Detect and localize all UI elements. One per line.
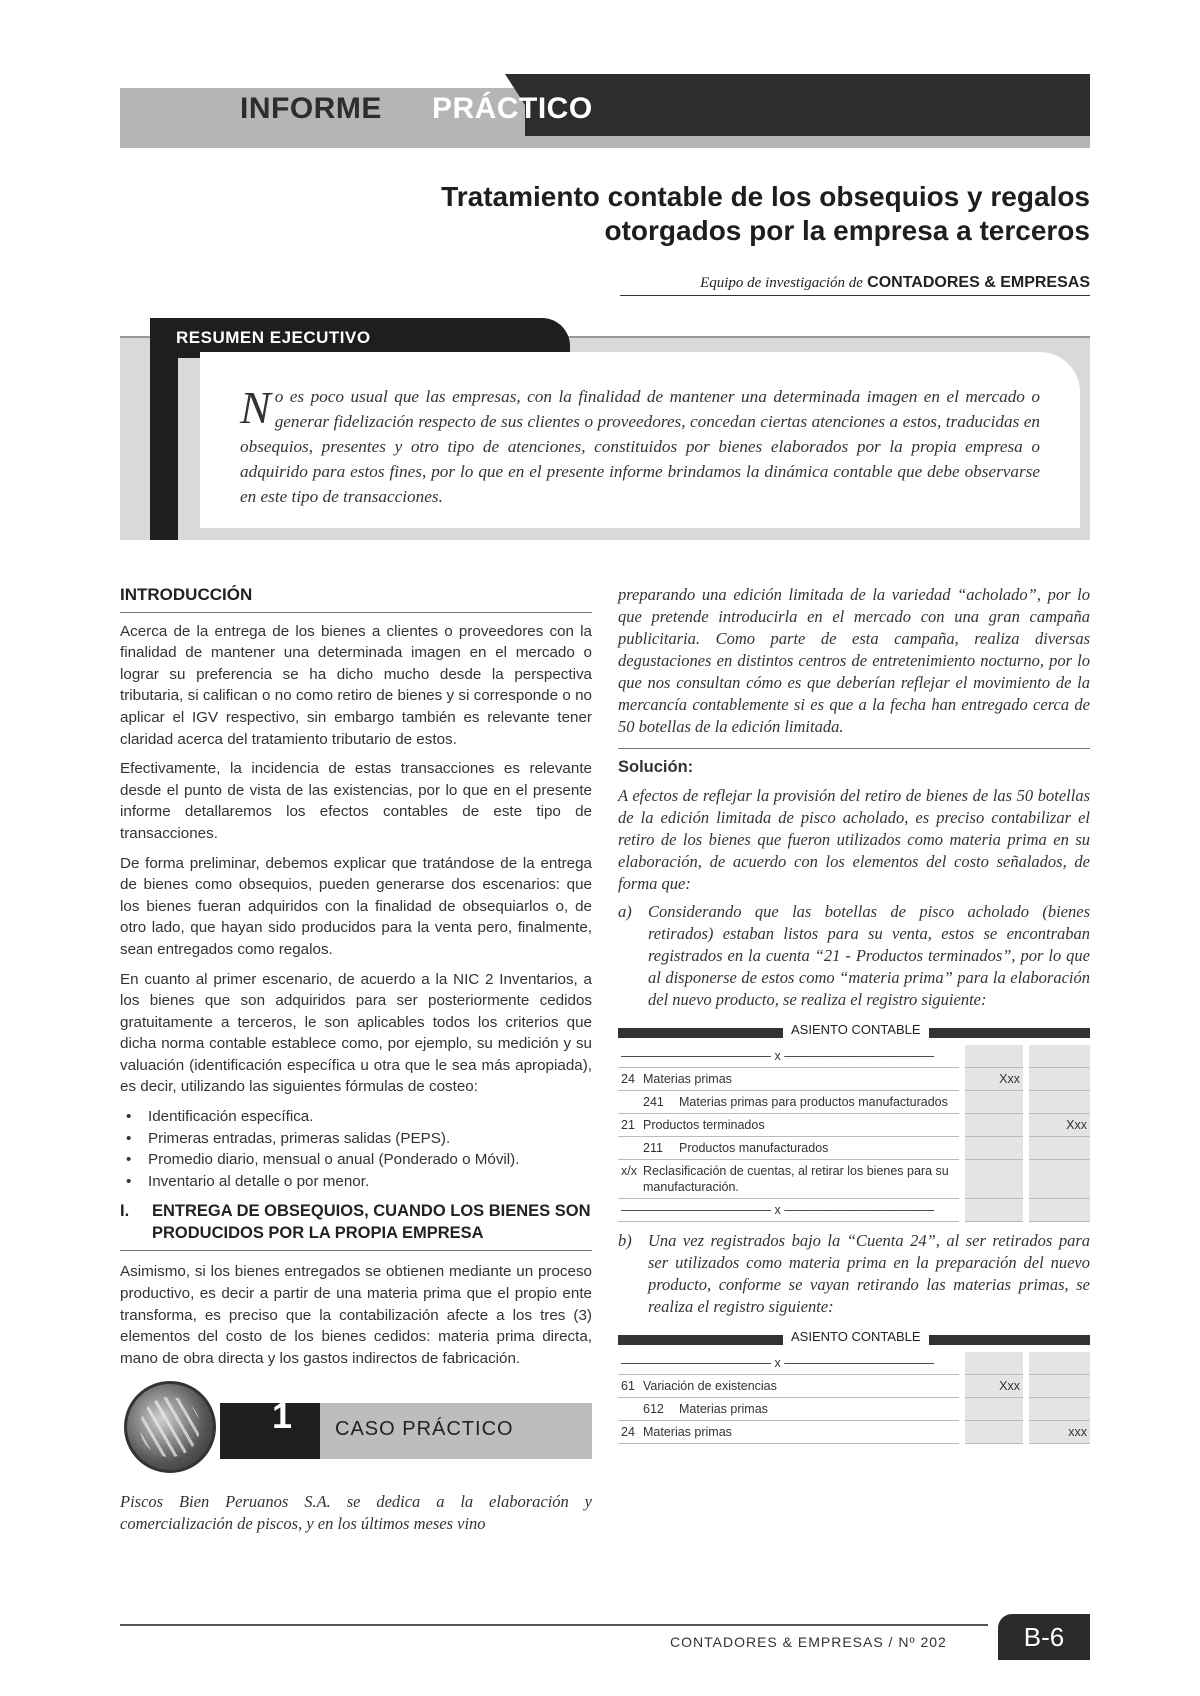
costing-formulas-list	[120, 1106, 592, 1192]
footer-rule	[120, 1624, 988, 1626]
table-row: ———————————— x ————————————	[618, 1198, 1090, 1221]
section-heading: I. ENTREGA DE OBSEQUIOS, CUANDO LOS BIENES SON PRODUCIDOS POR LA PROPIA EMPRESA	[120, 1200, 592, 1251]
list-item: • Identificación específica.	[120, 1106, 592, 1128]
table-title: ASIENTO CONTABLE	[783, 1328, 929, 1346]
list-item: • Primeras entradas, primeras salidas (PEPS).	[120, 1128, 592, 1150]
table-row: 241 Materias primas para productos manufacturados	[618, 1090, 1090, 1113]
drop-cap: N	[240, 382, 271, 433]
accounting-table	[618, 1352, 1090, 1444]
page-number: B-6	[998, 1614, 1090, 1660]
table-row: 24 Materias primas xxx	[618, 1420, 1090, 1443]
accounting-table	[618, 1045, 1090, 1222]
table-row: x/x Reclasificación de cuentas, al retirar los bienes para su manufacturación.	[618, 1159, 1090, 1198]
table-row: 612 Materias primas	[618, 1397, 1090, 1420]
journal-entry-table-1	[618, 1021, 1090, 1222]
executive-summary-tab: RESUMEN EJECUTIVO	[150, 318, 570, 358]
paragraph: Efectivamente, la incidencia de estas transacciones es relevante desde el punto de vista de las existencias, por lo que en el presente informe detallaremos los efectos contables de este tipo de transacciones.	[120, 760, 592, 842]
table-row: 211 Productos manufacturados	[618, 1136, 1090, 1159]
table-row: ———————————— x ————————————	[618, 1352, 1090, 1375]
header-word-practico: PRÁCTICO	[432, 92, 593, 125]
step-a: a) Considerando que las botellas de pisco acholado (bienes retirados) estaban listos para su venta, estos se encontraban registrados en la cuenta “21 - Productos terminados”, por lo que al disponerse de estos como “materia prima” para la elaboración del nuevo producto, se realiza el registro siguiente:	[618, 901, 1090, 1009]
case-number: 1	[272, 1395, 293, 1437]
table-title: ASIENTO CONTABLE	[783, 1021, 929, 1039]
list-item: • Inventario al detalle o por menor.	[120, 1171, 592, 1193]
executive-summary-text: No es poco usual que las empresas, con la finalidad de mantener una determinada imagen en el mercado o generar fidelización respecto de sus clientes o proveedores, concedan ciertas atenciones a estos, traducidas en obsequios, presentes y otro tipo de atenciones, constituidos por bienes elaborados por la propia empresa o adquirido para estos fines, por lo que en el presente informe brindamos la dinámica contable que debe observarse en este tipo de transacciones.	[240, 382, 1040, 506]
table-row: 24 Materias primas Xxx	[618, 1067, 1090, 1090]
case-text: Piscos Bien Peruanos S.A. se dedica a la elaboración y comercialización de piscos, y en los últimos meses vino	[120, 1492, 592, 1534]
section-header	[120, 74, 1090, 150]
case-label: CASO PRÁCTICO	[335, 1418, 514, 1441]
case-study-banner	[120, 1379, 592, 1479]
executive-summary-box	[120, 312, 1090, 540]
intro-heading: INTRODUCCIÓN	[120, 584, 592, 613]
footer-text: CONTADORES & EMPRESAS / Nº 202	[670, 1634, 947, 1650]
paragraph: Asimismo, si los bienes entregados se obtienen mediante un proceso productivo, es decir a partir de una materia prima que el propio ente transforma, es preciso que la contabilización afecte a los tres (3) elementos del costo de los bienes cedidos: materia prima directa, mano de obra directa y los gastos indirectos de fabricación.	[120, 1263, 592, 1367]
list-item: • Promedio diario, mensual o anual (Ponderado o Móvil).	[120, 1149, 592, 1171]
header-word-informe: INFORME	[240, 92, 382, 125]
article-title: Tratamiento contable de los obsequios y regalos otorgados por la empresa a terceros	[441, 181, 1090, 246]
table-row: 21 Productos terminados Xxx	[618, 1113, 1090, 1136]
left-column	[120, 584, 592, 1535]
case-text-continued: preparando una edición limitada de la variedad “acholado”, por lo que pretende introducirla en el mercado con una gran campaña publicitaria. Como parte de esta campaña, realiza diversas degustaciones en distintos centros de entretenimiento nocturno, por lo que nos consultan cómo es que deberían reflejar el movimiento de la mercancía contablemente si es que a la fecha han entregado cerca de 50 botellas de la edición limitada.	[618, 585, 1090, 736]
table-row: ———————————— x ————————————	[618, 1045, 1090, 1068]
byline: Equipo de investigación de CONTADORES & EMPRESAS	[620, 274, 1090, 296]
paragraph: En cuanto al primer escenario, de acuerdo a la NIC 2 Inventarios, a los bienes que son adquiridos para ser posteriormente cedidos gratuitamente a terceros, le son aplicables todos los criterios que dicha norma contable establece como, por ejemplo, su medición y su valuación (identificación específica u otra que le sea más apropiada), es decir, utilizando las siguientes fórmulas de costeo:	[120, 970, 592, 1096]
solution-heading: Solución:	[618, 748, 1090, 779]
solution-text: A efectos de reflejar la provisión del retiro de bienes de las 50 botellas de la edición limitada de pisco acholado, es preciso contabilizar el retiro de los bienes que fueron utilizados como materia prima en su elaboración, de acuerdo con los elementos del costo señalados, de forma que:	[618, 785, 1090, 893]
paragraph: Acerca de la entrega de los bienes a clientes o proveedores con la finalidad de mantener una determinada imagen en el mercado o lograr su preferencia se ha dicho mucho desde la perspectiva tributaria, si califican o no como retiro de bienes y si corresponde o no aplicar el IGV respectivo, sin embargo también es relevante tener claridad acerca del tratamiento tributario de estos.	[120, 622, 592, 748]
table-row: 61 Variación de existencias Xxx	[618, 1374, 1090, 1397]
paragraph: De forma preliminar, debemos explicar que tratándose de la entrega de bienes como obsequios, pueden generarse dos escenarios: que los bienes fueran adquiridos con la finalidad de obsequiarlos o, de otro lado, que hayan sido producidos para la venta pero, finalmente, sean entregados como regalos.	[120, 854, 592, 958]
right-column	[618, 584, 1090, 1452]
journal-entry-table-2	[618, 1328, 1090, 1444]
step-b: b) Una vez registrados bajo la “Cuenta 24”, al ser retirados para ser utilizados como materia prima en la preparación del nuevo producto, conforme se vayan retirando las materias primas, se realiza el registro siguiente:	[618, 1230, 1090, 1316]
